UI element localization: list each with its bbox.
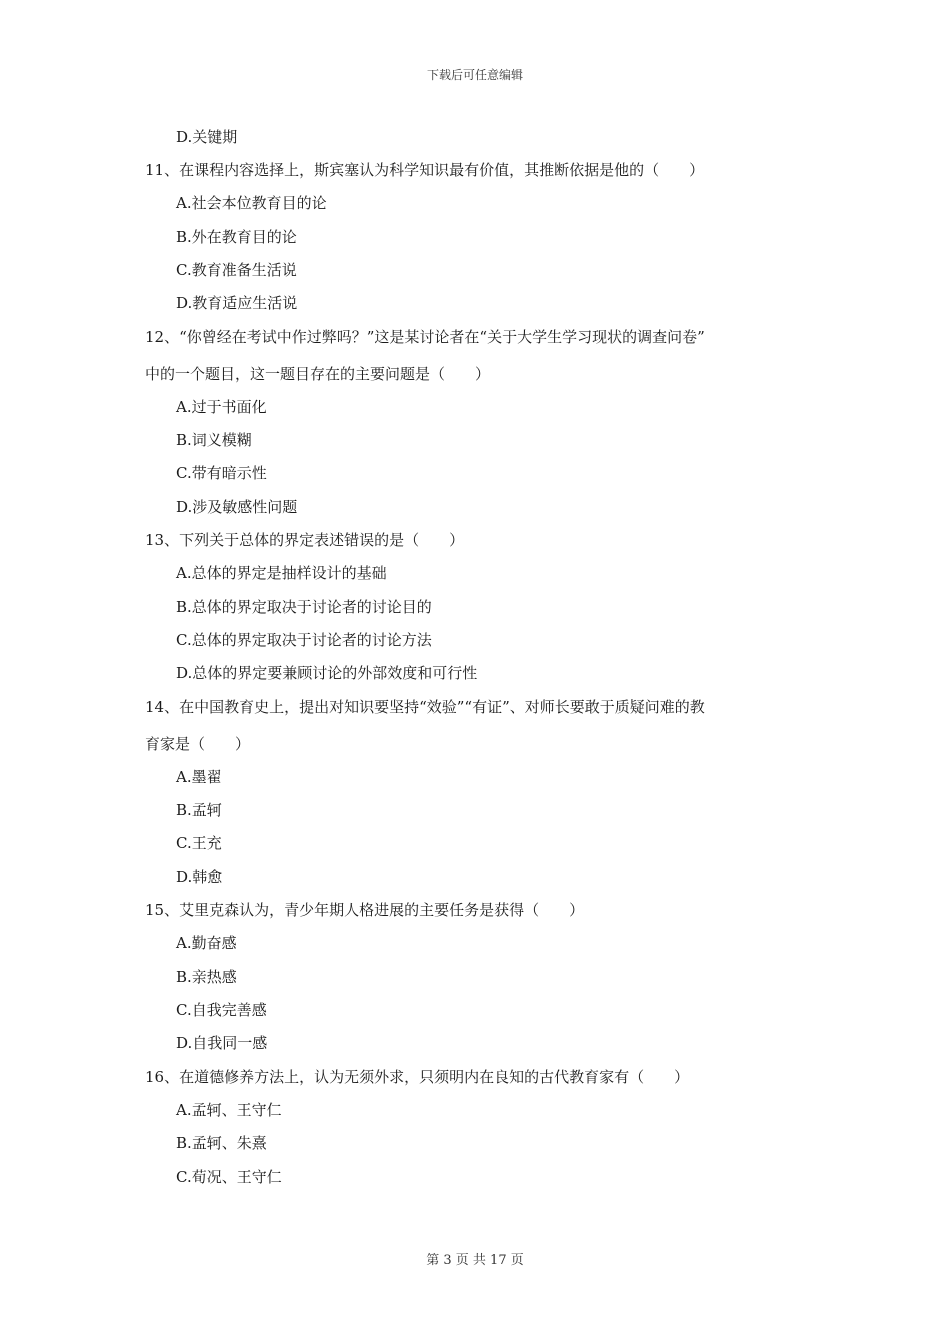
question-line: 育家是（ ） xyxy=(145,735,251,753)
question-line: 13、下列关于总体的界定表述错误的是（ ） xyxy=(145,531,465,549)
option-line: A.勤奋感 xyxy=(176,934,237,952)
option-line: D.关键期 xyxy=(176,128,238,146)
option-line: D.教育适应生活说 xyxy=(176,294,298,312)
question-line: 中的一个题目，这一题目存在的主要问题是（ ） xyxy=(145,365,491,383)
option-line: D.涉及敏感性问题 xyxy=(176,498,298,516)
question-line: 14、在中国教育史上，提出对知识要坚持“效验”“有证”、对师长要敢于质疑问难的教 xyxy=(145,698,705,716)
option-line: A.社会本位教育目的论 xyxy=(176,194,327,212)
question-line: 12、“你曾经在考试中作过弊吗？”这是某讨论者在“关于大学生学习现状的调查问卷” xyxy=(145,328,705,346)
option-line: C.总体的界定取决于讨论者的讨论方法 xyxy=(176,631,432,649)
option-line: D.总体的界定要兼顾讨论的外部效度和可行性 xyxy=(176,664,478,682)
option-line: B.孟轲 xyxy=(176,801,222,819)
option-line: A.过于书面化 xyxy=(176,398,267,416)
option-line: B.词义模糊 xyxy=(176,431,252,449)
option-line: C.带有暗示性 xyxy=(176,464,267,482)
option-line: C.王充 xyxy=(176,834,222,852)
page-footer: 第 3 页 共 17 页 xyxy=(426,1253,524,1268)
option-line: B.孟轲、朱熹 xyxy=(176,1134,267,1152)
option-line: C.教育准备生活说 xyxy=(176,261,297,279)
page-header: 下载后可任意编辑 xyxy=(426,68,523,82)
option-line: A.墨翟 xyxy=(176,768,222,786)
option-line: A.总体的界定是抽样设计的基础 xyxy=(176,564,387,582)
option-line: B.总体的界定取决于讨论者的讨论目的 xyxy=(176,598,432,616)
question-line: 15、艾里克森认为，青少年期人格进展的主要任务是获得（ ） xyxy=(145,901,585,919)
option-line: D.自我同一感 xyxy=(176,1034,268,1052)
option-line: D.韩愈 xyxy=(176,868,223,886)
option-line: B.亲热感 xyxy=(176,968,237,986)
option-line: C.荀况、王守仁 xyxy=(176,1168,282,1186)
option-line: A.孟轲、王守仁 xyxy=(176,1101,282,1119)
question-line: 11、在课程内容选择上，斯宾塞认为科学知识最有价值，其推断依据是他的（ ） xyxy=(145,161,705,179)
question-line: 16、在道德修养方法上，认为无须外求，只须明内在良知的古代教育家有（ ） xyxy=(145,1068,690,1086)
option-line: B.外在教育目的论 xyxy=(176,228,297,246)
option-line: C.自我完善感 xyxy=(176,1001,267,1019)
